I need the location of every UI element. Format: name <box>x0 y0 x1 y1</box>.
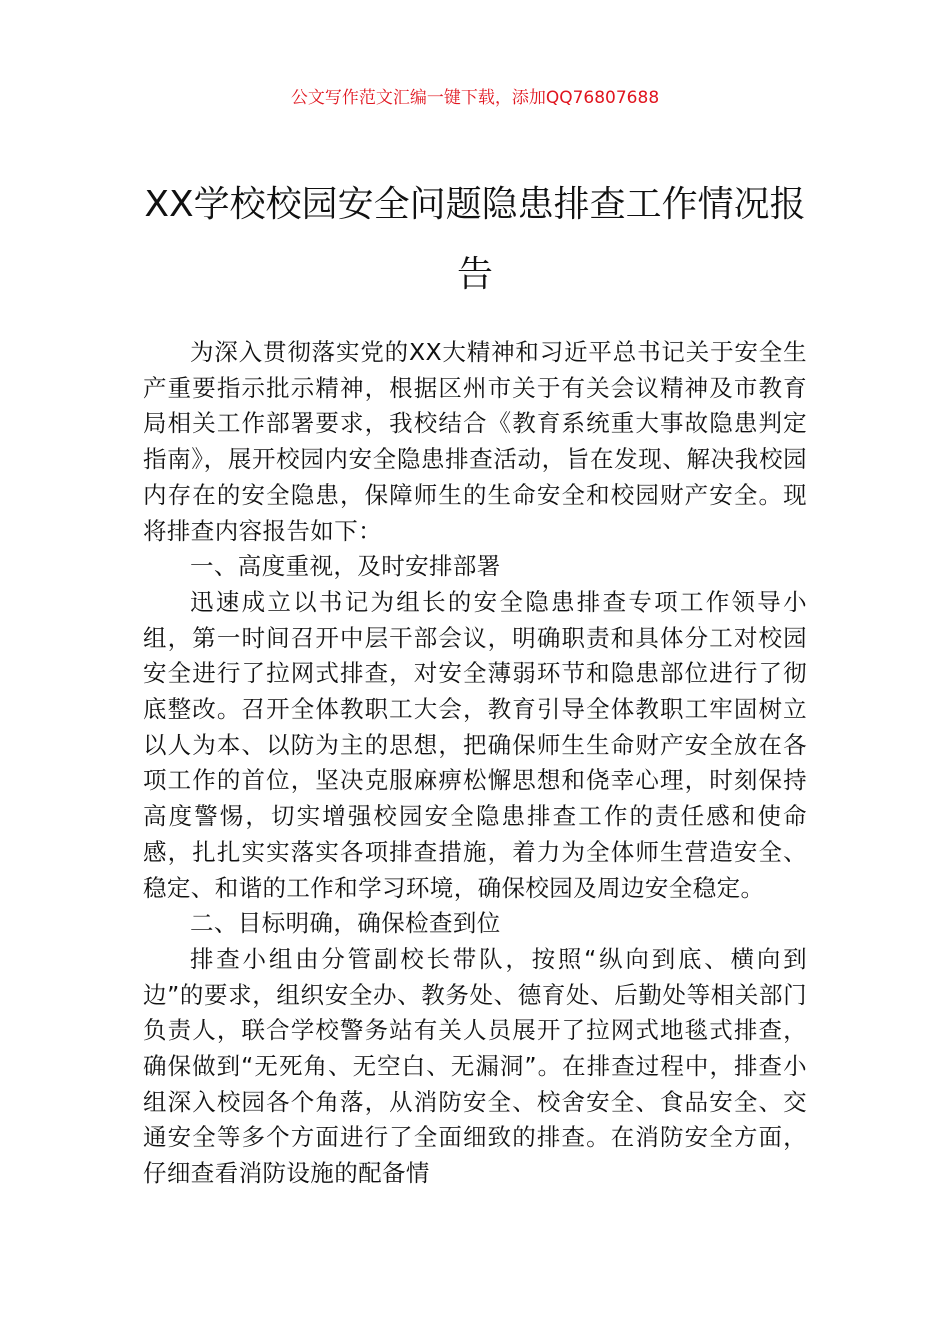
report-body <box>143 335 807 1192</box>
section-heading-1: 一、高度重视，及时安排部署 <box>190 552 501 581</box>
section-paragraph-1: 迅速成立以书记为组长的安全隐患排查专项工作领导小组，第一时间召开中层干部会议，明确职责和具体分工对校园安全进行了拉网式排查，对安全薄弱环节和隐患部位进行了彻底整改。召开全体教职工大会，教育引导全体教职工牢固树立以人为本、以防为主的思想，把确保师生生命财产安全放在各项工作的首位，坚决克服麻痹松懈思想和侥幸心理，时刻保持高度警惕，切实增强校园安全隐患排查工作的责任感和使命感，扎扎实实落实各项排查措施，着力为全体师生营造安全、稳定、和谐的工作和学习环境，确保校园及周边安全稳定。 <box>143 587 807 902</box>
section-paragraph-2: 排查小组由分管副校长带队，按照“纵向到底、横向到边”的要求，组织安全办、教务处、德育处、后勤处等相关部门负责人，联合学校警务站有关人员展开了拉网式地毯式排查，确保做到“无死角、无空白、无漏洞”。在排查过程中，排查小组深入校园各个角落，从消防安全、校舍安全、食品安全、交通安全等多个方面进行了全面细致的排查。在消防安全方面，仔细查看消防设施的配备情 <box>143 944 807 1188</box>
report-title: XX学校校园安全问题隐患排查工作情况报告 <box>144 184 806 295</box>
section-heading-2: 二、目标明确，确保检查到位 <box>190 909 501 938</box>
intro-paragraph: 为深入贯彻落实党的XX大精神和习近平总书记关于安全生产重要指示批示精神，根据区州市关于有关会议精神及市教育局相关工作部署要求，我校结合《教育系统重大事故隐患判定指南》，展开校园内安全隐患排查活动，旨在发现、解决我校园内存在的安全隐患，保障师生的生命安全和校园财产安全。现将排查内容报告如下： <box>143 338 807 545</box>
download-notice: 公文写作范文汇编一键下载，添加QQ76807688 <box>290 88 660 108</box>
